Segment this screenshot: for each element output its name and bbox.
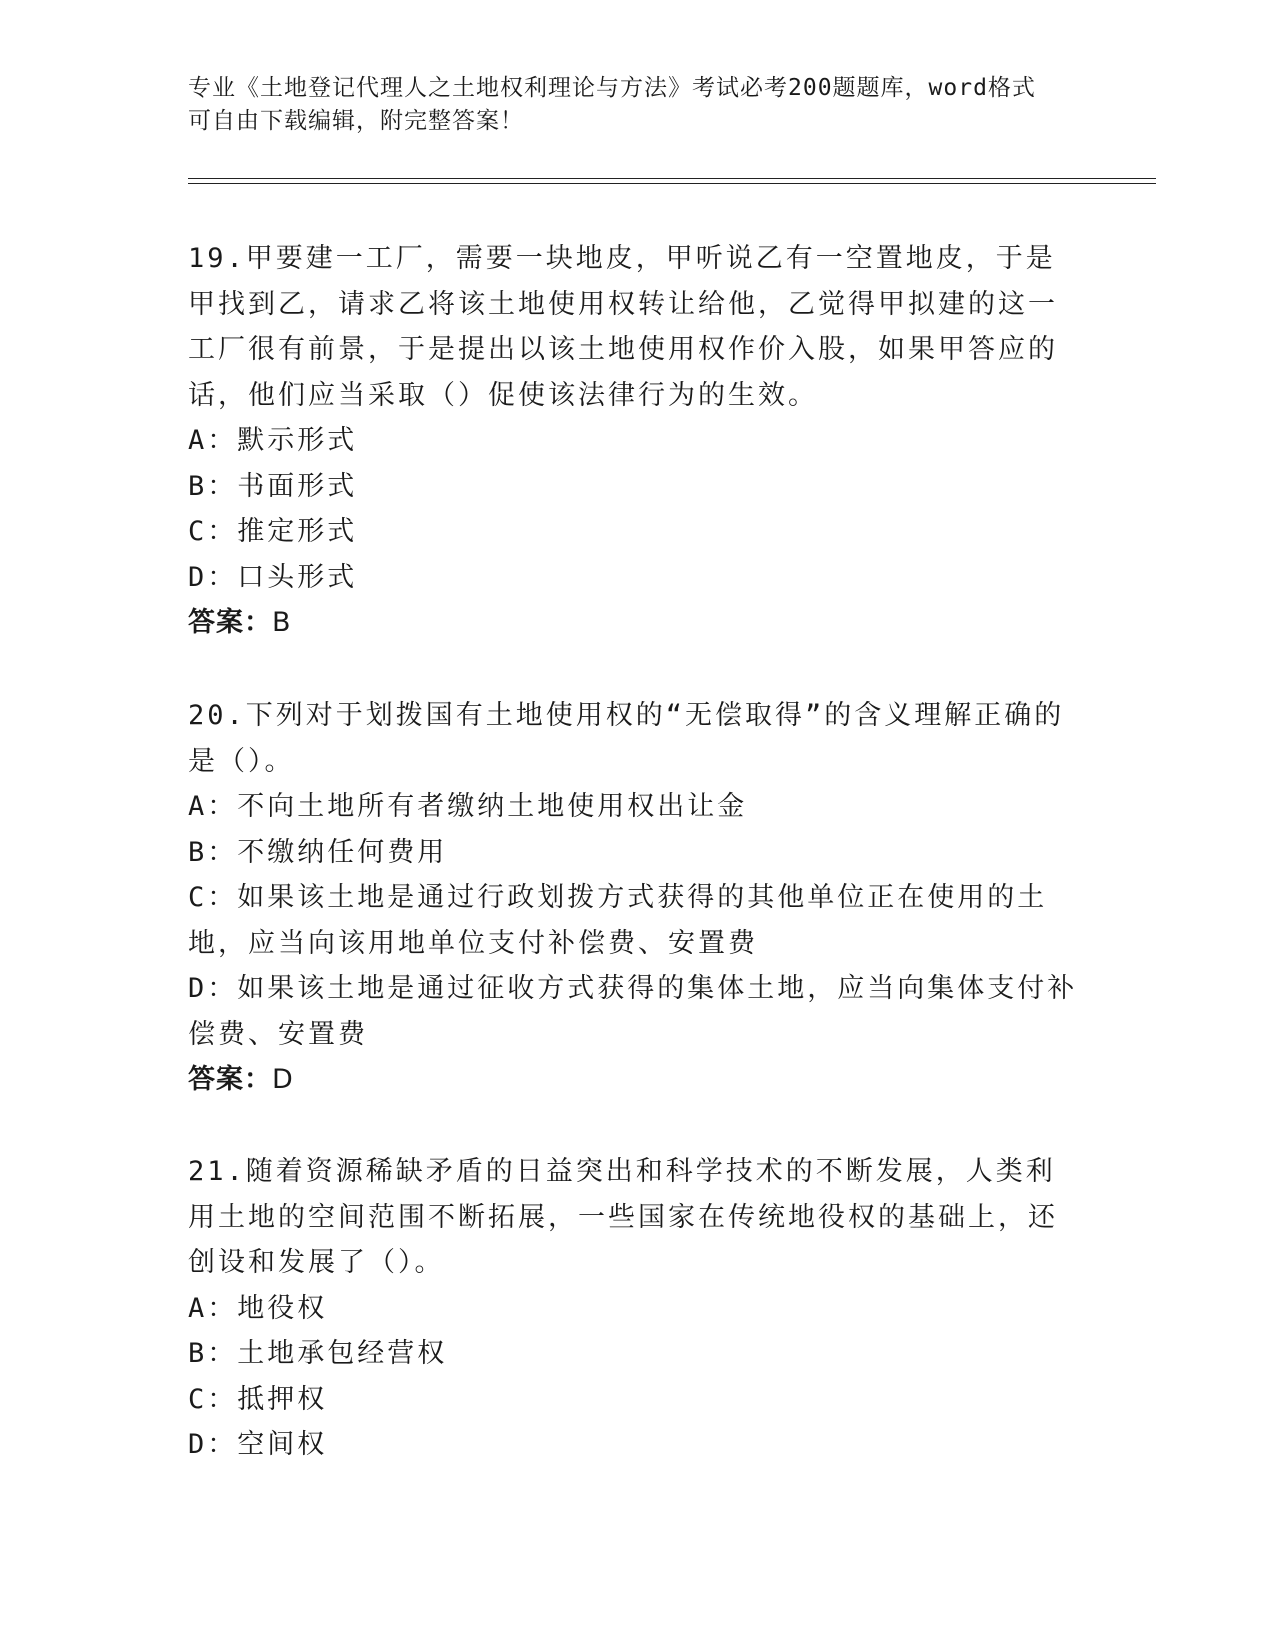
question-20 xyxy=(188,693,1078,1103)
question-text: 19.甲要建一工厂，需要一块地皮，甲听说乙有一空置地皮，于是甲找到乙，请求乙将该土地使用权转让给他，乙觉得甲拟建的这一工厂很有前景，于是提出以该土地使用权作价入股，如果甲答应的话，他们应当采取（）促使该法律行为的生效。 xyxy=(188,243,1058,411)
header-divider-bottom xyxy=(188,183,1156,184)
header-divider-top xyxy=(188,178,1156,179)
answer-value: B xyxy=(272,607,292,638)
answer-value: D xyxy=(272,1064,294,1095)
question-19 xyxy=(188,236,1078,646)
option-a: A：默示形式 xyxy=(188,425,358,456)
header-line-2: 可自由下载编辑，附完整答案！ xyxy=(188,108,524,134)
option-c: C：抵押权 xyxy=(188,1383,328,1415)
option-b: B：不缴纳任何费用 xyxy=(188,836,448,868)
option-a: A：地役权 xyxy=(188,1292,328,1324)
document-header xyxy=(188,72,1068,138)
option-c: C：推定形式 xyxy=(188,516,358,547)
option-c: C：如果该土地是通过行政划拨方式获得的其他单位正在使用的土地，应当向该用地单位支付补偿费、安置费 xyxy=(188,882,1048,959)
answer-label: 答案： xyxy=(188,1064,272,1095)
question-text: 21.随着资源稀缺矛盾的日益突出和科学技术的不断发展，人类利用土地的空间范围不断拓展，一些国家在传统地役权的基础上，还创设和发展了（）。 xyxy=(188,1156,1058,1278)
answer-label: 答案： xyxy=(188,607,272,638)
answer-line xyxy=(188,1057,1078,1103)
answer-line xyxy=(188,600,1078,646)
question-21 xyxy=(188,1149,1078,1468)
option-d: D：空间权 xyxy=(188,1429,328,1460)
option-b: B：土地承包经营权 xyxy=(188,1338,448,1369)
question-text: 20.下列对于划拨国有土地使用权的“无偿取得”的含义理解正确的是（）。 xyxy=(188,700,1065,777)
option-d: D：口头形式 xyxy=(188,561,358,593)
option-a: A：不向土地所有者缴纳土地使用权出让金 xyxy=(188,791,748,822)
header-line-1: 专业《土地登记代理人之土地权利理论与方法》考试必考200题题库，word格式 xyxy=(188,75,1036,101)
option-d: D：如果该土地是通过征收方式获得的集体土地，应当向集体支付补偿费、安置费 xyxy=(188,973,1078,1050)
option-b: B：书面形式 xyxy=(188,470,358,502)
